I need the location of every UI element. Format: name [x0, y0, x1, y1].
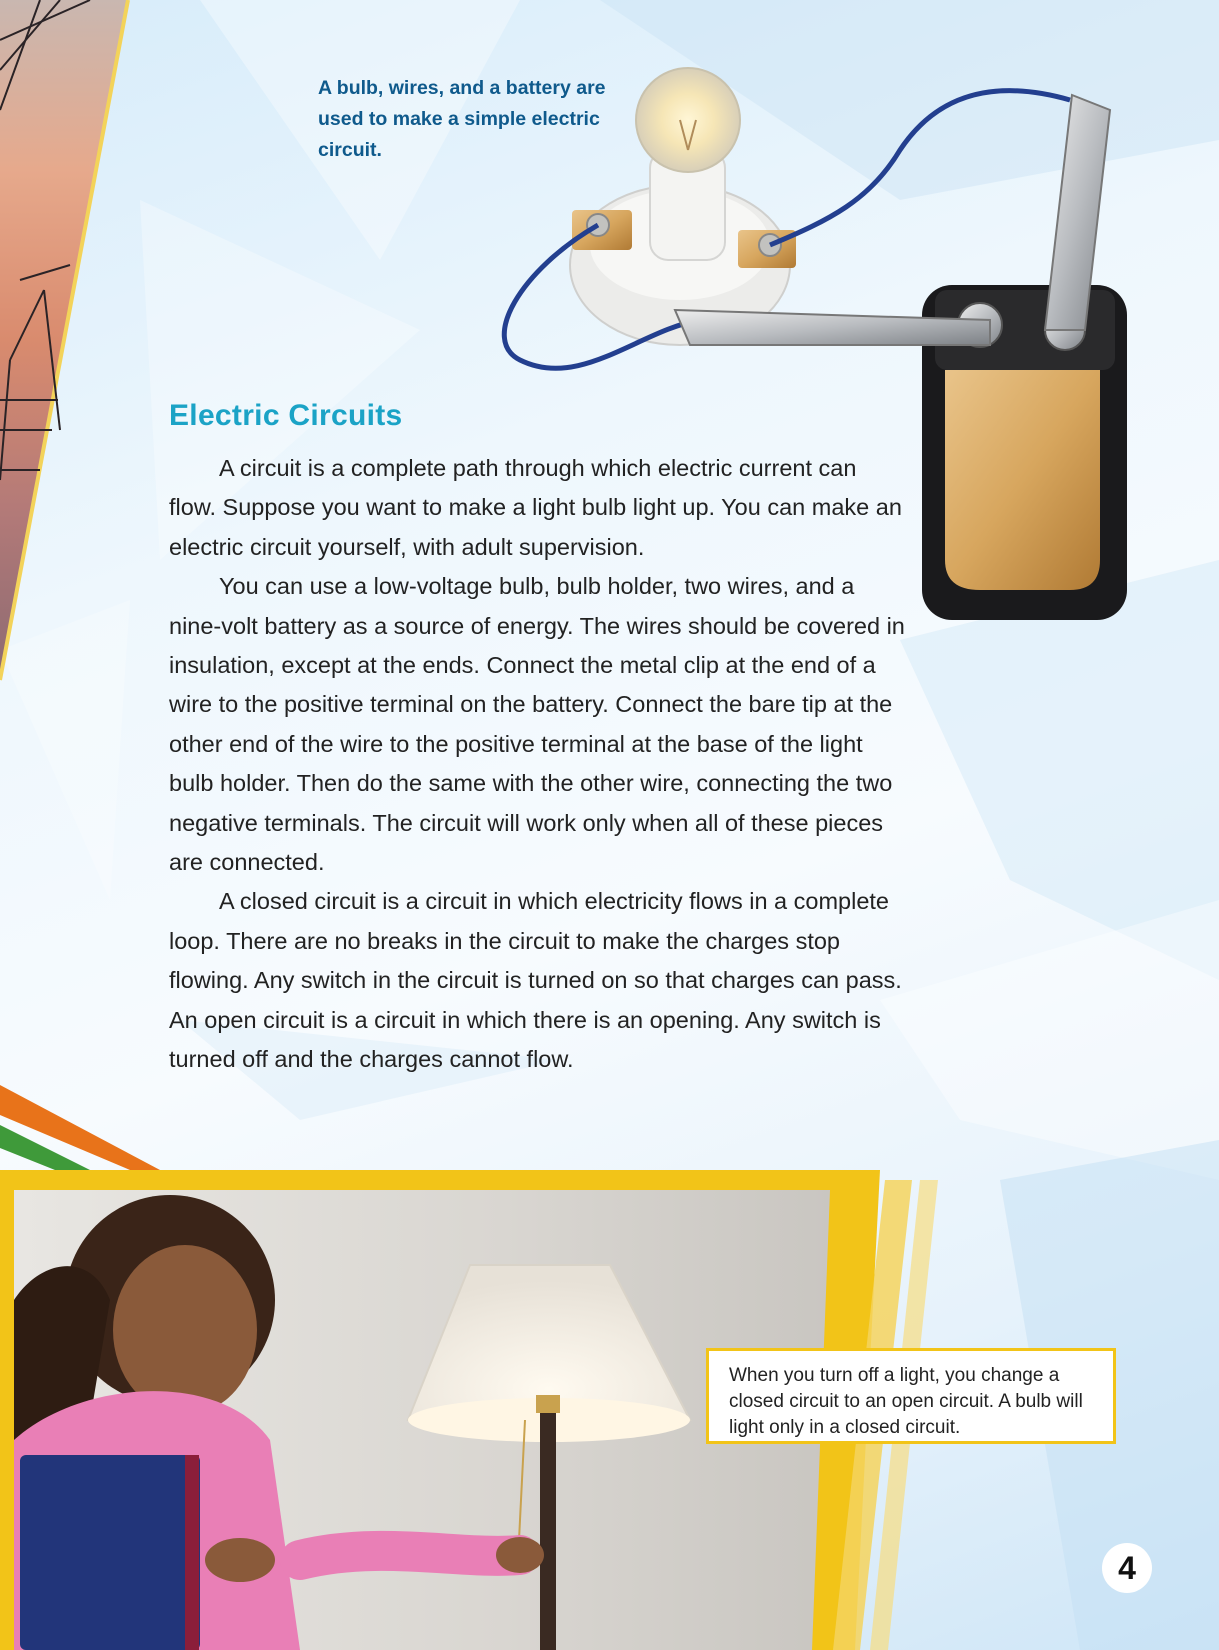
page-number: 4 [1102, 1543, 1152, 1593]
body-text [169, 449, 909, 1080]
paragraph: A closed circuit is a circuit in which electricity flows in a complete loop. There are no breaks in the circuit to make the charges stop flowing. Any switch in the circuit is turned on so that charges can pass. An open circuit is a circuit in which there is an opening. Any switch is turned off and the charges cannot flow. [169, 888, 902, 1073]
paragraph: You can use a low-voltage bulb, bulb holder, two wires, and a nine-volt battery as a source of energy. The wires should be covered in insulation, except at the ends. Connect the metal clip at the end of a wire to the positive terminal on the battery. Connect the bare tip at the other end of the wire to the positive terminal at the base of the light bulb holder. Then do the same with the other wire, connecting the two negative terminals. The circuit will work only when all of these pieces are connected. [169, 573, 905, 876]
photo-caption-lamp: When you turn off a light, you change a closed circuit to an open circuit. A bulb will light only in a closed circuit. [706, 1348, 1116, 1444]
paragraph: A circuit is a complete path through which electric current can flow. Suppose you want to make a light bulb light up. You can make an electric circuit yourself, with adult supervision. [169, 455, 902, 560]
section-heading: Electric Circuits [169, 399, 403, 432]
photo-caption-circuit: A bulb, wires, and a battery are used to make a simple electric circuit. [318, 77, 606, 161]
